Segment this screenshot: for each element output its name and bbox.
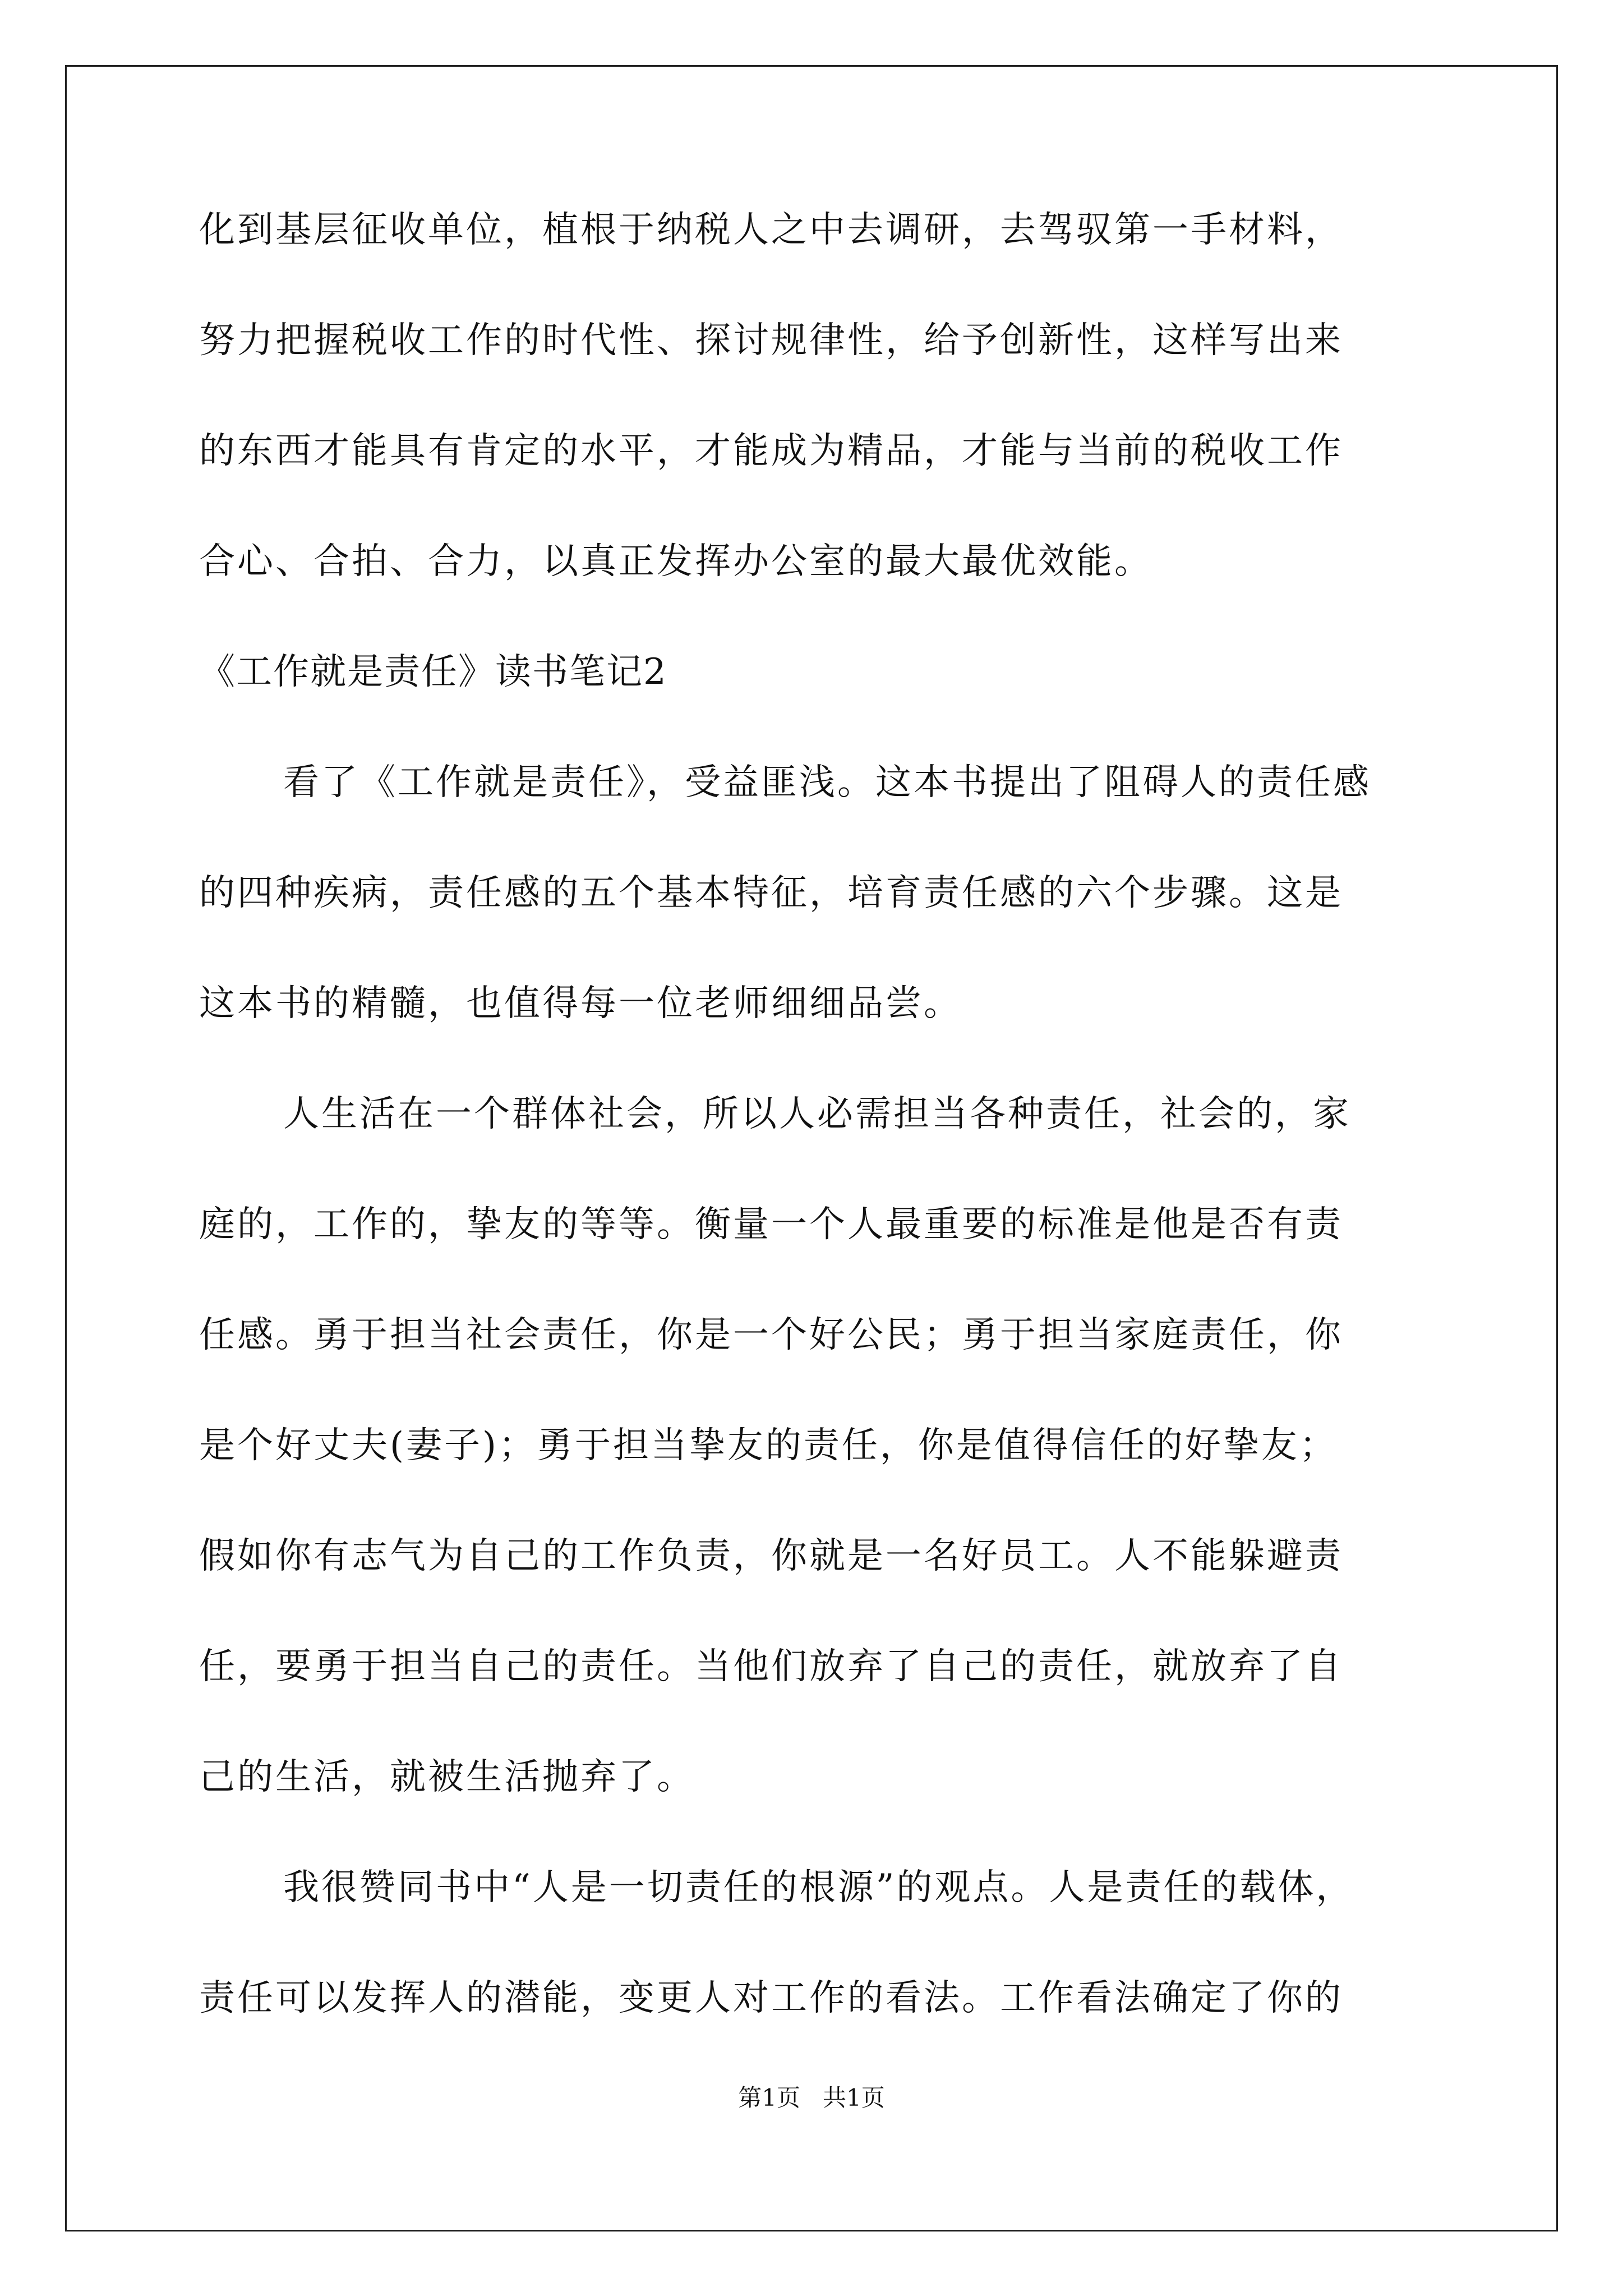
text-line: 化到基层征收单位，植根于纳税人之中去调研，去驾驭第一手材料， xyxy=(199,209,1343,251)
text-line: 努力把握税收工作的时代性、探讨规律性，给予创新性，这样写出来 xyxy=(199,320,1343,361)
text-line: 合心、合拍、合力，以真正发挥办公室的最大最优效能。 xyxy=(199,541,1152,582)
text-line: 人生活在一个群体社会，所以人必需担当各种责任，社会的，家 xyxy=(283,1093,1351,1135)
text-line: 的东西才能具有肯定的水平，才能成为精品，才能与当前的税收工作 xyxy=(199,430,1343,472)
text-line: 责任可以发挥人的潜能，变更人对工作的看法。工作看法确定了你的 xyxy=(199,1977,1343,2019)
page-footer xyxy=(0,2082,1623,2114)
text-line: 是个好丈夫(妻子)；勇于担当挚友的责任，你是值得信任的好挚友； xyxy=(199,1425,1338,1466)
text-line: 我很赞同书中“人是一切责任的根源”的观点。人是责任的载体， xyxy=(283,1867,1354,1908)
text-line: 庭的，工作的，挚友的等等。衡量一个人最重要的标准是他是否有责 xyxy=(199,1204,1343,1245)
text-line: 任感。勇于担当社会责任，你是一个好公民；勇于担当家庭责任，你 xyxy=(199,1314,1343,1356)
text-line: 这本书的精髓，也值得每一位老师细细品尝。 xyxy=(199,983,962,1024)
page-number: 第1页 xyxy=(738,2084,800,2111)
text-line: 看了《工作就是责任》，受益匪浅。这本书提出了阻碍人的责任感 xyxy=(283,762,1371,803)
page-total: 共1页 xyxy=(823,2084,885,2111)
text-line: 己的生活，就被生活抛弃了。 xyxy=(199,1756,695,1798)
text-line: 假如你有志气为自己的工作负责，你就是一名好员工。人不能躲避责 xyxy=(199,1535,1343,1577)
text-line: 任，要勇于担当自己的责任。当他们放弃了自己的责任，就放弃了自 xyxy=(199,1646,1343,1687)
text-line: 的四种疾病，责任感的五个基本特征，培育责任感的六个步骤。这是 xyxy=(199,872,1343,914)
section-heading: 《工作就是责任》读书笔记2 xyxy=(199,651,667,693)
